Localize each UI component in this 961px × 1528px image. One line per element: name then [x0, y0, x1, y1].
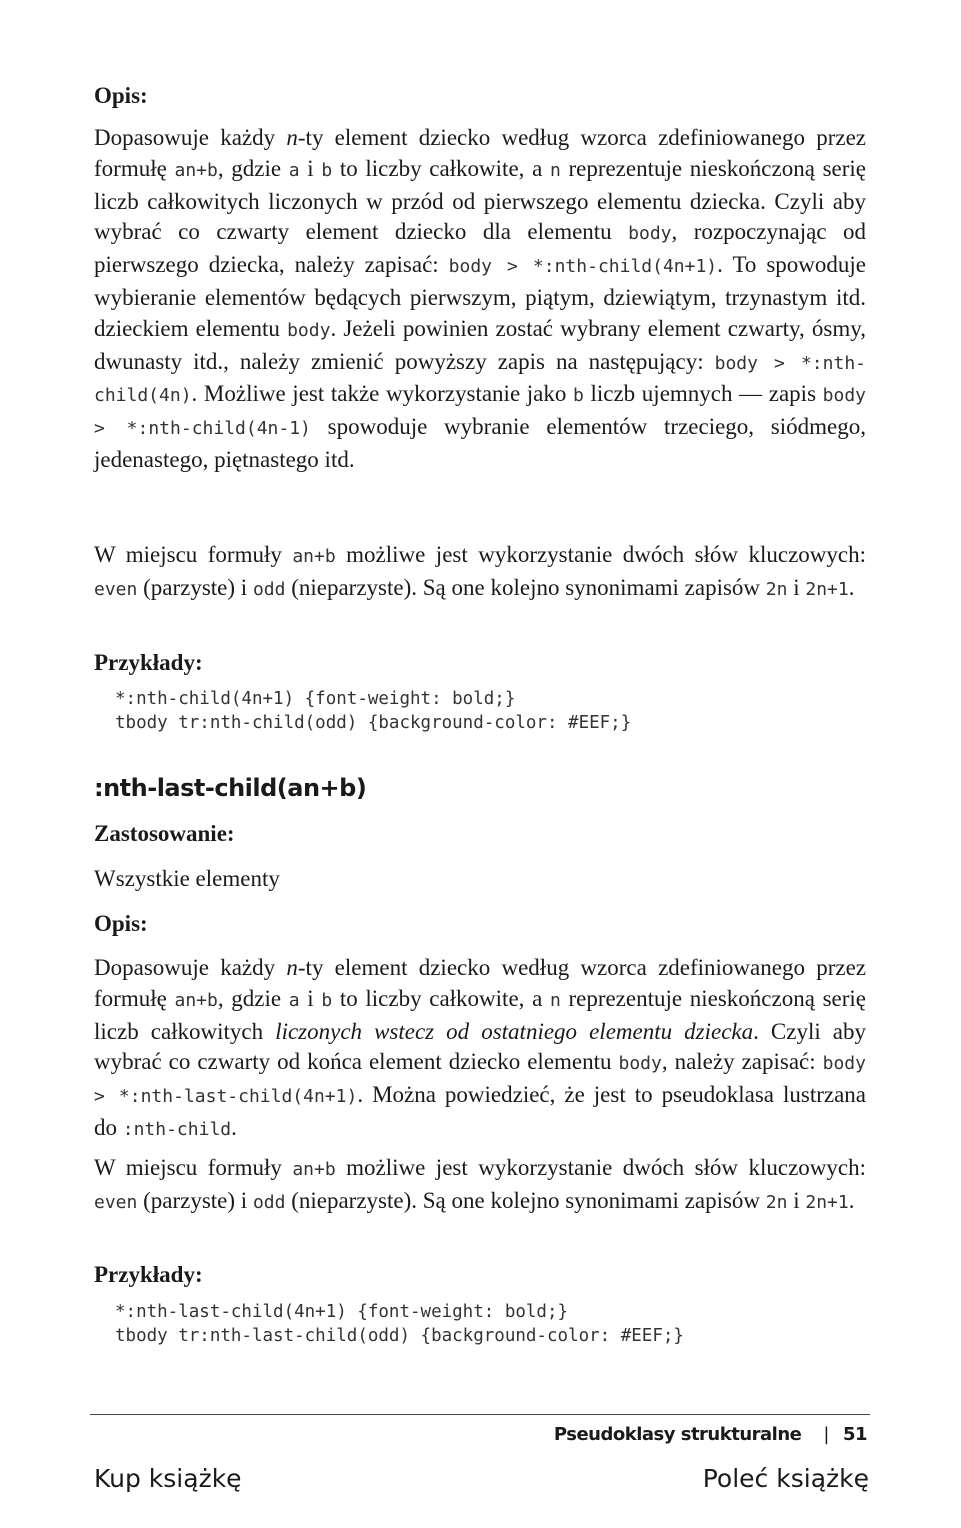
italic-text: n [286, 125, 298, 150]
inline-code: b [573, 385, 584, 407]
inline-code: an+b [292, 546, 336, 567]
keywords-paragraph: W miejscu formuły an+b możliwe jest wykorzystanie dwóch słów kluczowych: even (parzyste) i odd (nieparzyste). Są one kolejno synonimami zapisów 2n i 2n+1. [94, 542, 867, 600]
zastosowanie-text: Wszystkie elementy [94, 866, 280, 891]
inline-code: body [287, 319, 331, 341]
inline-code: odd [252, 1191, 286, 1213]
inline-code: 2n+1 [805, 578, 849, 600]
inline-code: body > *:nth-last-child(4n+1) [94, 1053, 866, 1108]
opis-heading: Opis: [94, 83, 148, 108]
keywords-paragraph: W miejscu formuły an+b możliwe jest wykorzystanie dwóch słów kluczowych: even (parzyste) i odd (nieparzyste). Są one kolejno synonimami zapisów 2n i 2n+1. [94, 1155, 867, 1213]
inline-code: body > *:nth-child(4n-1) [94, 385, 867, 440]
inline-code: an+b [174, 989, 218, 1011]
description-paragraph: Dopasowuje każdy n-ty element dziecko według wzorca zdefiniowanego przez formułę an+b, gdzie a i b to liczby całkowite, a n reprezentuje nieskończoną serię liczb całkowitych liczonych w przód od pierwszego elementu dziecka. Czyli aby wybrać co czwarty element dziecko dla elementu body, rozpoczynając od pierwszego dziecka, należy zapisać: body > *:nth-child(4n+1). To spowoduje wybieranie elementów będących pierwszym, piątym, dziewiątym, trzynastym itd. dzieckiem elementu body. Jeżeli powinien zostać wybrany element czwarty, ósmy, dwunasty itd., należy zmienić powyższy zapis na następujący: body > *:nth-child(4n). Możliwe jest także wykorzystanie jako b liczb ujemnych — zapis body > *:nth-child(4n-1) spowoduje wybranie elementów trzeciego, siódmego, jedenastego, piętnastego itd. [94, 125, 867, 472]
zastosowanie-heading: Zastosowanie: [94, 821, 235, 846]
section-title: :nth-last-child(an+b) [94, 774, 367, 802]
inline-code: an+b [174, 159, 218, 181]
inline-code: 2n [765, 578, 788, 600]
italic-text: n [286, 955, 298, 980]
inline-code: body [628, 223, 672, 245]
inline-code: :nth-child [122, 1118, 232, 1140]
inline-code: even [94, 578, 138, 600]
inline-code: body > *:nth-child(4n) [94, 352, 866, 407]
inline-code: body [618, 1053, 662, 1075]
opis-heading: Opis: [94, 911, 148, 936]
inline-code: n [549, 159, 561, 181]
inline-code: a [288, 159, 300, 181]
inline-code: an+b [292, 1159, 336, 1180]
code-example-line: *:nth-last-child(4n+1) {font-weight: bold;} [115, 1302, 569, 1322]
inline-code: b [321, 159, 333, 181]
page-number: 51 [842, 1424, 867, 1445]
inline-code: b [321, 989, 333, 1011]
inline-code: 2n [765, 1191, 788, 1213]
footer-divider [90, 1414, 870, 1415]
running-footer [554, 1424, 867, 1445]
inline-code: odd [252, 578, 286, 600]
inline-code: even [94, 1191, 138, 1213]
examples-heading: Przykłady: [94, 650, 203, 675]
inline-code: body > *:nth-child(4n+1) [448, 256, 718, 278]
description-paragraph: Dopasowuje każdy n-ty element dziecko według wzorca zdefiniowanego przez formułę an+b, gdzie a i b to liczby całkowite, a n reprezentuje nieskończoną serię liczb całkowitych liczonych wstecz od ostatniego elementu dziecka. Czyli aby wybrać co czwarty od końca element dziecko elementu body, należy zapisać: body > *:nth-last-child(4n+1). Można powiedzieć, że jest to pseudoklasa lustrzana do :nth-child. [94, 955, 867, 1140]
inline-code: n [549, 989, 561, 1011]
code-example-line: tbody tr:nth-last-child(odd) {background-color: #EEF;} [115, 1326, 684, 1346]
italic-text: liczonych wstecz od ostatniego elementu dziecka [275, 1018, 754, 1044]
inline-code: a [288, 989, 300, 1011]
examples-heading: Przykłady: [94, 1262, 203, 1287]
code-example-line: tbody tr:nth-child(odd) {background-color: #EEF;} [115, 713, 632, 733]
recommend-book-link[interactable]: Poleć książkę [702, 1464, 869, 1493]
footer-separator: | [823, 1424, 829, 1445]
buy-book-link[interactable]: Kup książkę [94, 1464, 242, 1493]
inline-code: 2n+1 [805, 1191, 849, 1213]
code-example-line: *:nth-child(4n+1) {font-weight: bold;} [115, 689, 516, 709]
running-title: Pseudoklasy strukturalne [553, 1424, 802, 1445]
